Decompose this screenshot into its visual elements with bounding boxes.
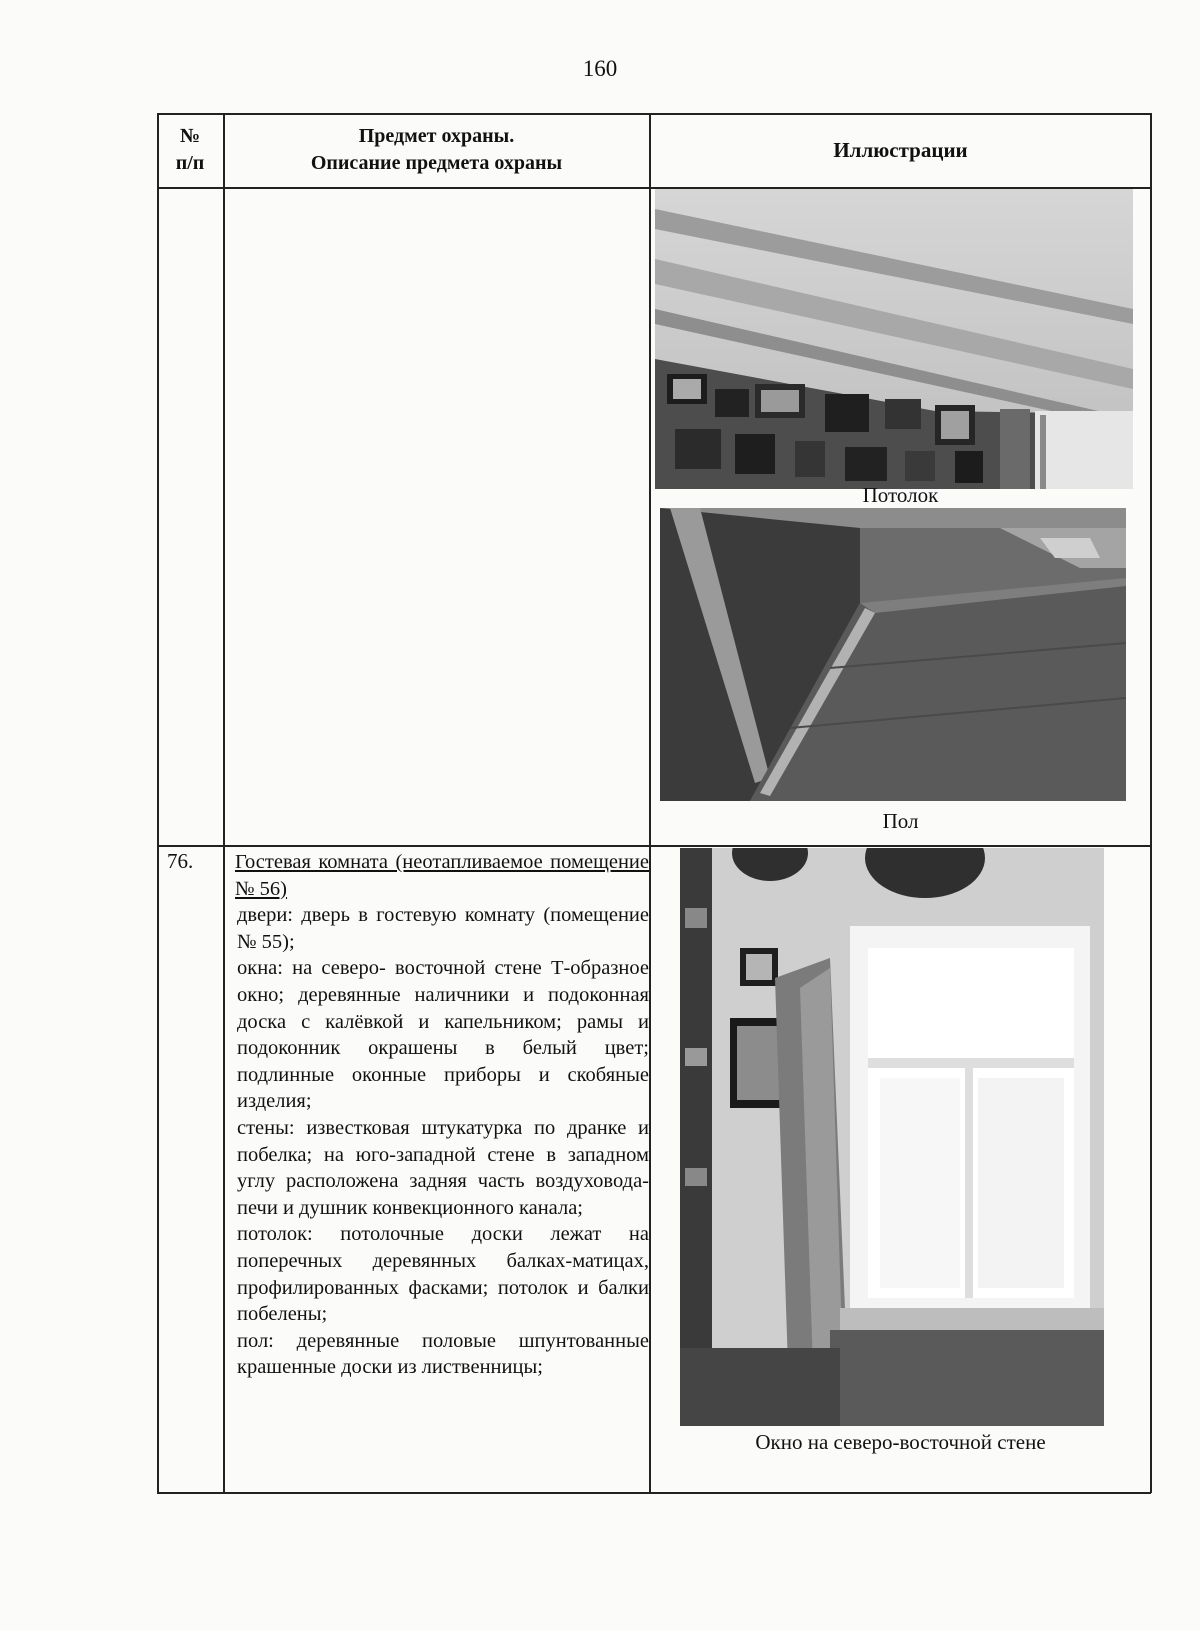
floor-paragraph: пол: деревянные половые шпунтованные крашенные доски из лиственницы; [237, 1329, 649, 1379]
room-title: Гостевая комната (неотапливаемое помещение № 56) [235, 851, 649, 900]
row-76-description [235, 849, 649, 1381]
header-number-line2: п/п [175, 152, 205, 174]
header-illustrations: Иллюстрации [833, 137, 968, 162]
walls-paragraph: стены: известковая штукатурка по дранке и побелка; на юго-западной стене в западном углу расположена задняя часть воздуховода-печи и душник конвекционного канала; [237, 1116, 649, 1219]
header-subject [224, 113, 649, 187]
floor-caption: Пол [882, 809, 919, 833]
ceiling-photo [655, 189, 1133, 489]
column-divider-1 [223, 113, 225, 1493]
page-number: 160 [582, 56, 618, 81]
windows-paragraph: окна: на северо- восточной стене Т-образное окно; деревянные наличники и подоконная доска с калёвкой и капельником; рамы и подоконник окрашены в белый цвет; подлинные оконные приборы и скобяные изделия; [237, 957, 649, 1113]
table-border-bottom [157, 1492, 1151, 1494]
header-number-line1: № [179, 125, 201, 147]
header-subject-line1: Предмет охраны. [358, 125, 515, 147]
floor-photo [660, 508, 1126, 801]
row-number: 76. [167, 849, 194, 873]
window-photo [680, 848, 1104, 1426]
table-border-right [1150, 113, 1152, 1493]
doors-paragraph: двери: дверь в гостевую комнату (помещение № 55); [237, 904, 649, 953]
ceiling-caption: Потолок [862, 483, 939, 507]
ceiling-paragraph: потолок: потолочные доски лежат на поперечных деревянных балках-матицах, профилированных фасками; потолок и балки побелены; [237, 1223, 649, 1326]
column-divider-2 [649, 113, 651, 1493]
header-subject-line2: Описание предмета охраны [310, 152, 563, 174]
table-border-left [157, 113, 159, 1493]
protection-subject-table [157, 113, 1151, 1493]
row-divider [157, 845, 1151, 847]
window-caption: Окно на северо-восточной стене [755, 1430, 1046, 1454]
header-number [157, 113, 223, 187]
